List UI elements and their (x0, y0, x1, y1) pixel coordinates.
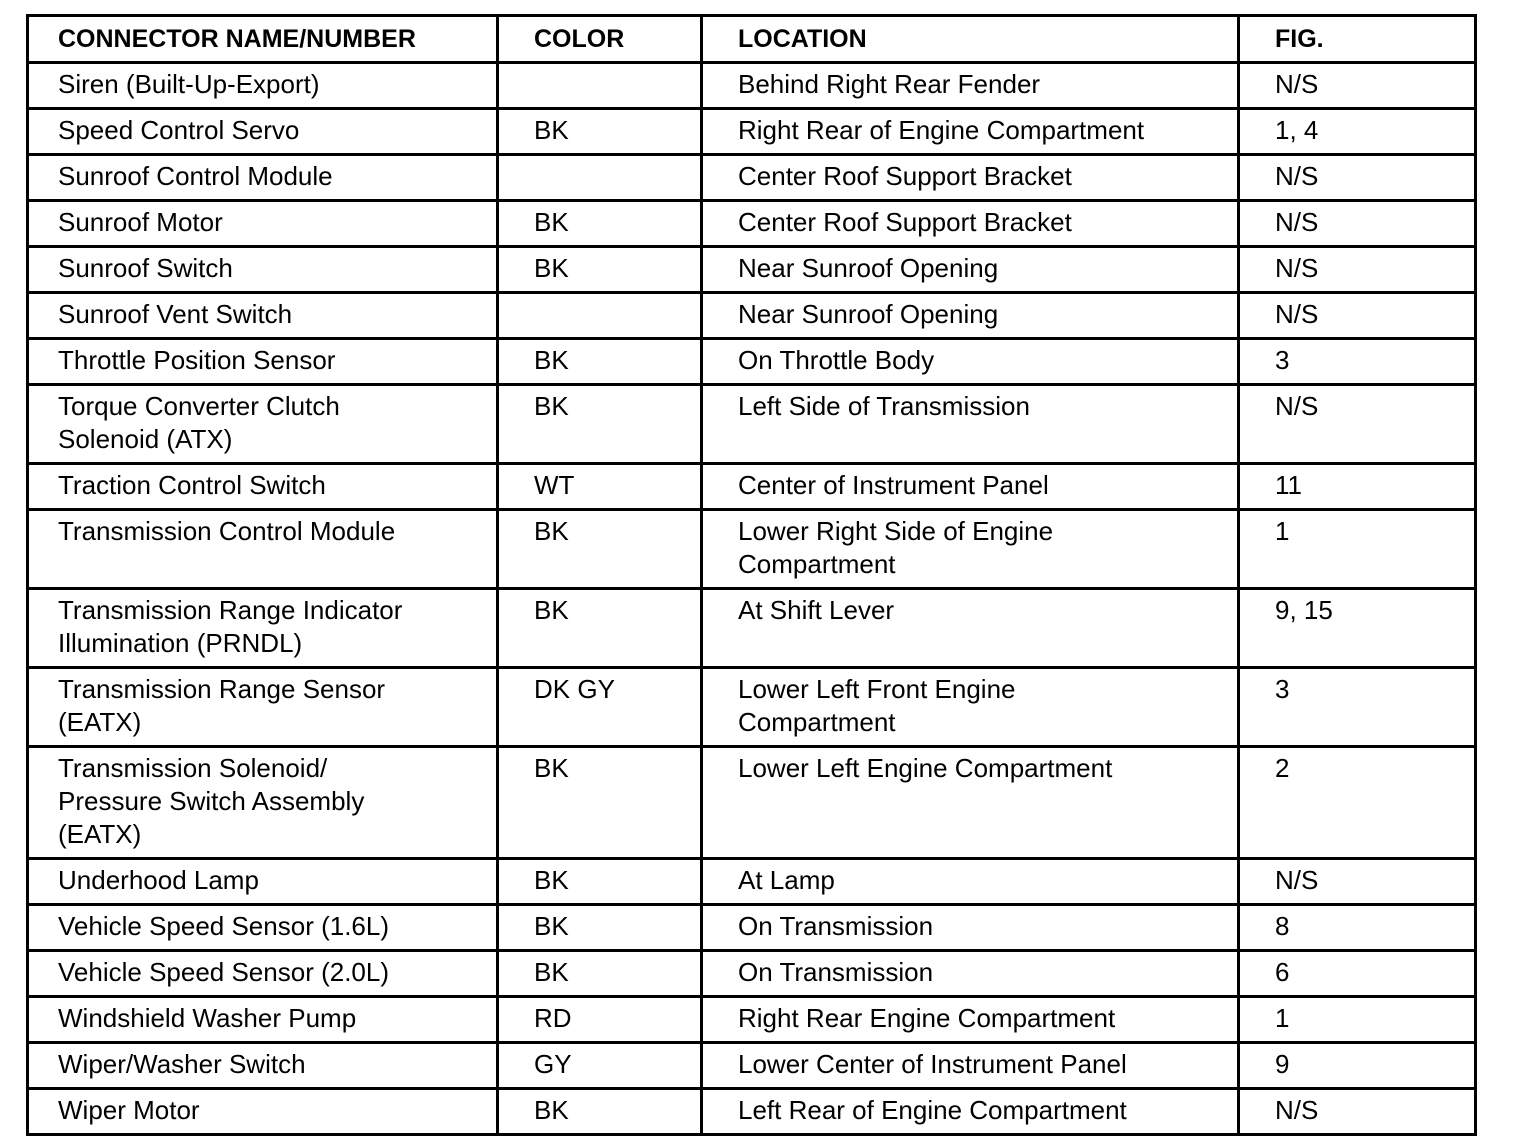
header-connector-name: CONNECTOR NAME/NUMBER (28, 16, 498, 63)
table-row (28, 201, 1476, 247)
cell-connector-name (28, 63, 498, 109)
cell-connector-name-text: Transmission Range Indicator Illumination (PRNDL) (58, 595, 403, 658)
cell-fig (1239, 747, 1476, 859)
cell-location-text: On Transmission (738, 957, 934, 987)
cell-color-text: BK (534, 253, 569, 283)
cell-location (702, 247, 1239, 293)
cell-fig-text: 9, 15 (1275, 595, 1333, 625)
cell-location-text: Left Rear of Engine Compartment (738, 1095, 1127, 1125)
cell-color-text: BK (534, 345, 569, 375)
cell-fig-text: 1 (1275, 516, 1290, 546)
cell-location (702, 109, 1239, 155)
cell-fig (1239, 668, 1476, 747)
cell-location (702, 1043, 1239, 1089)
table-row (28, 109, 1476, 155)
cell-fig-text: 6 (1275, 957, 1290, 987)
cell-color (498, 589, 702, 668)
cell-fig (1239, 201, 1476, 247)
cell-location-text: Behind Right Rear Fender (738, 69, 1041, 99)
cell-location-text: Right Rear Engine Compartment (738, 1003, 1116, 1033)
table-row (28, 247, 1476, 293)
cell-color (498, 668, 702, 747)
cell-fig-text: 2 (1275, 753, 1290, 783)
cell-location-text: Left Side of Transmission (738, 391, 1030, 421)
cell-color-text: BK (534, 957, 569, 987)
cell-color-text: BK (534, 911, 569, 941)
cell-color (498, 997, 702, 1043)
cell-fig (1239, 1043, 1476, 1089)
cell-fig-text: N/S (1275, 161, 1319, 191)
connector-table (26, 14, 1477, 1136)
table-row (28, 1089, 1476, 1135)
cell-fig (1239, 905, 1476, 951)
cell-connector-name (28, 951, 498, 997)
cell-location-text: At Shift Lever (738, 595, 895, 625)
cell-fig (1239, 589, 1476, 668)
header-color: COLOR (498, 16, 702, 63)
cell-connector-name-text: Siren (Built-Up-Export) (58, 69, 320, 99)
cell-connector-name (28, 859, 498, 905)
cell-color-text: BK (534, 207, 569, 237)
cell-location (702, 589, 1239, 668)
cell-fig-text: 3 (1275, 674, 1290, 704)
cell-connector-name (28, 668, 498, 747)
cell-fig-text: N/S (1275, 391, 1319, 421)
cell-fig-text: 8 (1275, 911, 1290, 941)
cell-fig (1239, 859, 1476, 905)
cell-connector-name (28, 1043, 498, 1089)
cell-location-text: Near Sunroof Opening (738, 253, 999, 283)
cell-connector-name (28, 293, 498, 339)
cell-location-text: At Lamp (738, 865, 835, 895)
cell-connector-name (28, 589, 498, 668)
cell-connector-name-text: Sunroof Motor (58, 207, 223, 237)
table-row (28, 951, 1476, 997)
cell-color-text: RD (534, 1003, 572, 1033)
table-row (28, 339, 1476, 385)
cell-connector-name-text: Transmission Control Module (58, 516, 396, 546)
cell-fig-text: N/S (1275, 207, 1319, 237)
cell-fig (1239, 155, 1476, 201)
cell-location (702, 997, 1239, 1043)
table-row (28, 1043, 1476, 1089)
cell-connector-name-text: Transmission Solenoid/ Pressure Switch Assembly (EATX) (58, 753, 365, 849)
cell-color-text: BK (534, 595, 569, 625)
cell-fig (1239, 385, 1476, 464)
cell-color (498, 951, 702, 997)
cell-color (498, 247, 702, 293)
cell-color-text: WT (534, 470, 575, 500)
cell-location-text: On Transmission (738, 911, 934, 941)
cell-color (498, 109, 702, 155)
cell-location-text: On Throttle Body (738, 345, 935, 375)
cell-location-text: Center Roof Support Bracket (738, 207, 1072, 237)
cell-fig (1239, 63, 1476, 109)
table-row (28, 510, 1476, 589)
table-row (28, 859, 1476, 905)
cell-location (702, 510, 1239, 589)
cell-fig-text: N/S (1275, 253, 1319, 283)
cell-fig (1239, 1089, 1476, 1135)
cell-connector-name-text: Sunroof Control Module (58, 161, 333, 191)
cell-connector-name (28, 201, 498, 247)
table-row (28, 997, 1476, 1043)
cell-fig-text: N/S (1275, 865, 1319, 895)
cell-connector-name-text: Wiper Motor (58, 1095, 200, 1125)
cell-location (702, 155, 1239, 201)
table-row (28, 293, 1476, 339)
cell-color (498, 63, 702, 109)
cell-fig-text: N/S (1275, 299, 1319, 329)
table-row (28, 905, 1476, 951)
cell-connector-name (28, 997, 498, 1043)
cell-connector-name-text: Sunroof Switch (58, 253, 233, 283)
cell-color-text: BK (534, 753, 569, 783)
cell-fig-text: N/S (1275, 1095, 1319, 1125)
table-row (28, 63, 1476, 109)
cell-color (498, 201, 702, 247)
cell-location (702, 339, 1239, 385)
cell-connector-name (28, 385, 498, 464)
cell-color (498, 155, 702, 201)
cell-connector-name (28, 339, 498, 385)
cell-fig-text: N/S (1275, 69, 1319, 99)
cell-connector-name-text: Windshield Washer Pump (58, 1003, 357, 1033)
cell-color-text: BK (534, 391, 569, 421)
cell-location (702, 951, 1239, 997)
cell-connector-name-text: Transmission Range Sensor (EATX) (58, 674, 386, 737)
cell-connector-name-text: Traction Control Switch (58, 470, 326, 500)
cell-location-text: Near Sunroof Opening (738, 299, 999, 329)
table-body (28, 63, 1476, 1135)
cell-fig (1239, 510, 1476, 589)
header-fig: FIG. (1239, 16, 1476, 63)
cell-location-text: Lower Right Side of Engine Compartment (738, 516, 1054, 579)
cell-connector-name-text: Vehicle Speed Sensor (2.0L) (58, 957, 389, 987)
cell-color-text: BK (534, 865, 569, 895)
cell-connector-name (28, 109, 498, 155)
cell-fig (1239, 247, 1476, 293)
cell-color (498, 339, 702, 385)
cell-connector-name-text: Underhood Lamp (58, 865, 259, 895)
cell-location (702, 293, 1239, 339)
table-row (28, 589, 1476, 668)
cell-location (702, 385, 1239, 464)
cell-color (498, 905, 702, 951)
cell-fig (1239, 464, 1476, 510)
cell-color (498, 1089, 702, 1135)
cell-connector-name (28, 1089, 498, 1135)
cell-connector-name (28, 247, 498, 293)
cell-location (702, 201, 1239, 247)
cell-fig-text: 11 (1275, 470, 1302, 500)
cell-color (498, 385, 702, 464)
cell-location-text: Center Roof Support Bracket (738, 161, 1072, 191)
cell-color-text: BK (534, 115, 569, 145)
cell-connector-name (28, 747, 498, 859)
cell-fig (1239, 997, 1476, 1043)
table-row (28, 385, 1476, 464)
cell-fig (1239, 339, 1476, 385)
cell-location-text: Lower Left Front Engine Compartment (738, 674, 1016, 737)
cell-color (498, 747, 702, 859)
cell-color (498, 464, 702, 510)
cell-connector-name (28, 905, 498, 951)
cell-location-text: Right Rear of Engine Compartment (738, 115, 1145, 145)
cell-fig-text: 1, 4 (1275, 115, 1319, 145)
cell-fig (1239, 951, 1476, 997)
cell-color-text: DK GY (534, 674, 615, 704)
table-row (28, 747, 1476, 859)
cell-connector-name-text: Wiper/Washer Switch (58, 1049, 306, 1079)
header-location: LOCATION (702, 16, 1239, 63)
cell-location-text: Center of Instrument Panel (738, 470, 1049, 500)
cell-connector-name (28, 155, 498, 201)
cell-connector-name-text: Torque Converter Clutch Solenoid (ATX) (58, 391, 340, 454)
header-row (28, 16, 1476, 63)
cell-connector-name (28, 510, 498, 589)
cell-location (702, 1089, 1239, 1135)
cell-color-text: BK (534, 516, 569, 546)
cell-color-text: GY (534, 1049, 572, 1079)
cell-location (702, 464, 1239, 510)
cell-location (702, 668, 1239, 747)
cell-color (498, 1043, 702, 1089)
cell-location (702, 905, 1239, 951)
cell-connector-name (28, 464, 498, 510)
table-row (28, 155, 1476, 201)
cell-location (702, 859, 1239, 905)
cell-connector-name-text: Vehicle Speed Sensor (1.6L) (58, 911, 389, 941)
cell-fig-text: 1 (1275, 1003, 1290, 1033)
cell-fig (1239, 293, 1476, 339)
cell-connector-name-text: Sunroof Vent Switch (58, 299, 293, 329)
table-row (28, 464, 1476, 510)
table-row (28, 668, 1476, 747)
cell-location-text: Lower Center of Instrument Panel (738, 1049, 1127, 1079)
cell-color (498, 293, 702, 339)
cell-connector-name-text: Speed Control Servo (58, 115, 300, 145)
cell-fig-text: 9 (1275, 1049, 1290, 1079)
cell-location (702, 747, 1239, 859)
cell-location-text: Lower Left Engine Compartment (738, 753, 1113, 783)
cell-fig-text: 3 (1275, 345, 1290, 375)
cell-color (498, 510, 702, 589)
cell-connector-name-text: Throttle Position Sensor (58, 345, 336, 375)
cell-color-text: BK (534, 1095, 569, 1125)
cell-fig (1239, 109, 1476, 155)
cell-color (498, 859, 702, 905)
cell-location (702, 63, 1239, 109)
